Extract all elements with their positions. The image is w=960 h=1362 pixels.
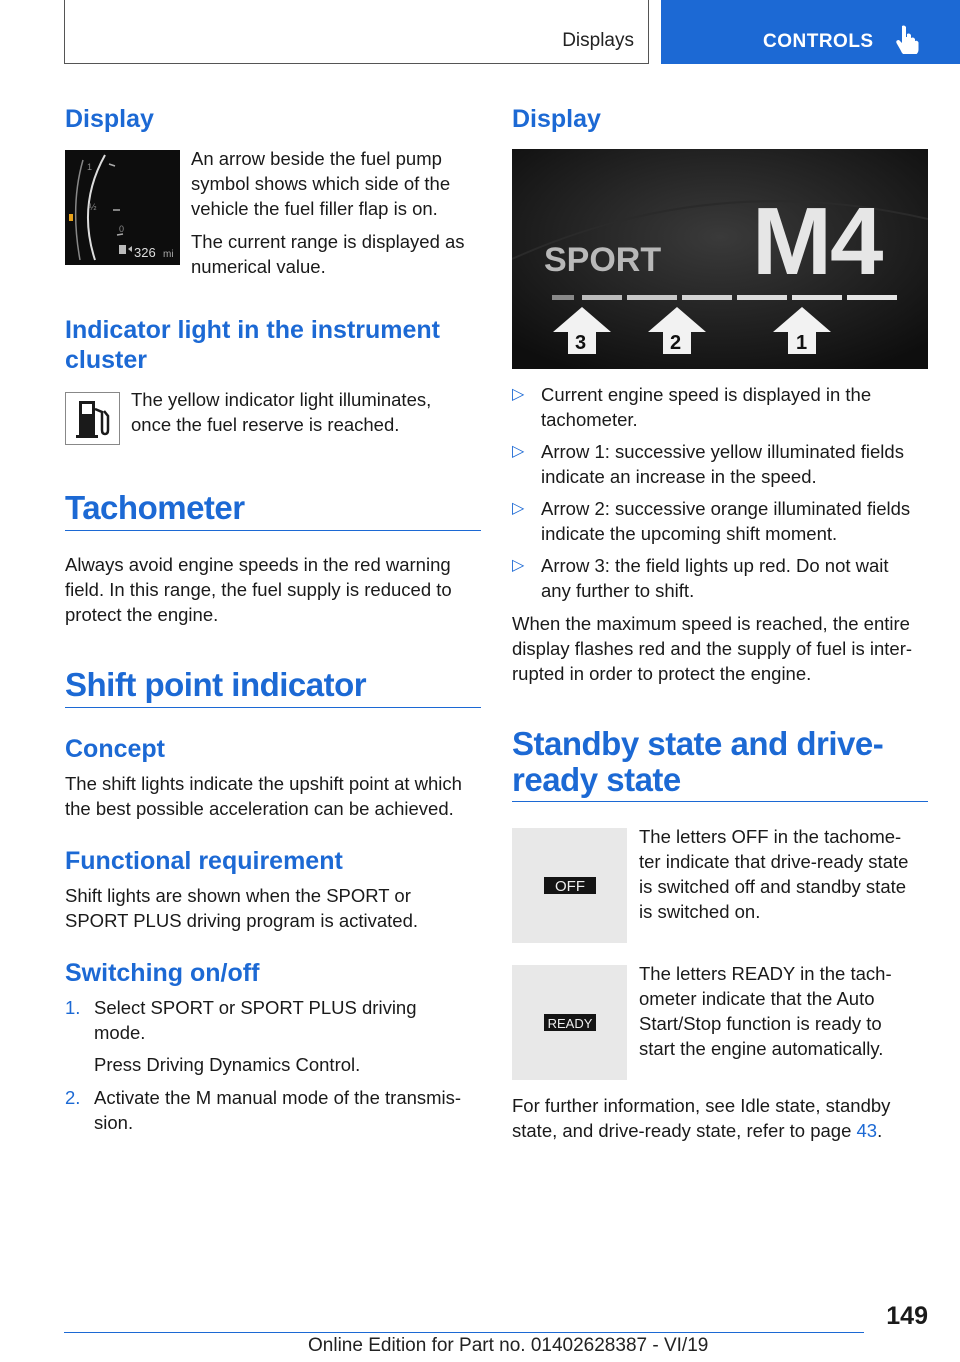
footer-rule xyxy=(64,1332,864,1333)
concept-heading: Concept xyxy=(65,735,165,763)
functional-requirement-heading: Functional requirement xyxy=(65,847,343,875)
arrow-3-label: 3 xyxy=(575,332,587,354)
ready-text: The letters READY in the tach- ometer indicate that the Auto Start/Stop function is ready to start the engine automatically. xyxy=(639,963,892,1059)
indicator-text: The yellow indicator light illuminates, once the fuel reserve is reached. xyxy=(131,389,432,435)
shift-lights-image xyxy=(512,149,928,369)
bullet-marker: ▷ xyxy=(512,500,525,517)
step-item xyxy=(65,995,481,1075)
step-text: Activate the M manual mode of the transmis- sion. xyxy=(94,1087,462,1133)
display-text-1: An arrow beside the fuel pump symbol shows which side of the vehicle the fuel filler flap is on. xyxy=(191,148,451,219)
display-text-2: The current range is displayed as numerical value. xyxy=(191,231,465,277)
switching-heading: Switching on/off xyxy=(65,959,260,987)
off-badge-text: OFF xyxy=(555,878,585,895)
hand-pointer-icon xyxy=(893,24,921,54)
further-info-text: For further information, see Idle state, standby state, and drive-ready state, refer to page 43. xyxy=(512,1095,891,1141)
fuel-gauge-scale-1: 1 xyxy=(87,162,93,172)
standby-rule xyxy=(512,801,928,802)
page-link[interactable]: 43 xyxy=(856,1120,878,1141)
list-item: ▷ Current engine speed is displayed in the tachometer. xyxy=(512,384,872,430)
max-speed-text: When the maximum speed is reached, the entire display flashes red and the supply of fuel is inter- rupted in order to protect the engine. xyxy=(512,613,913,684)
bullet-marker: ▷ xyxy=(512,557,525,574)
sport-mode-text: SPORT xyxy=(544,241,662,279)
m4-model-text: M4 xyxy=(752,188,882,295)
step-number: 2. xyxy=(65,1087,81,1108)
concept-text: The shift lights indicate the upshift point at which the best possible acceleration can be achieved. xyxy=(65,773,462,819)
header-section-box xyxy=(64,0,649,64)
standby-heading: Standby state and drive- ready state xyxy=(512,725,884,798)
fuel-gauge-scale-half: ½ xyxy=(89,202,97,212)
footer-edition: Online Edition for Part no. 01402628387 - VI/19 xyxy=(308,1335,709,1356)
header-chapter-tab[interactable] xyxy=(661,0,960,64)
step-item xyxy=(65,1085,481,1137)
tachometer-heading: Tachometer xyxy=(65,489,245,526)
bullet-marker: ▷ xyxy=(512,443,525,460)
off-text: The letters OFF in the tachome- ter indicate that drive-ready state is switched off and standby state is switched on. xyxy=(639,826,909,922)
indicator-heading: Indicator light in the instrument cluster xyxy=(65,316,440,374)
tachometer-rule xyxy=(65,530,481,531)
step-text: Select SPORT or SPORT PLUS driving mode. Press Driving Dynamics Control. xyxy=(94,997,417,1075)
fuel-pump-icon xyxy=(65,392,120,445)
ready-indicator-image xyxy=(512,965,627,1080)
step-number: 1. xyxy=(65,997,81,1018)
ready-badge-text: READY xyxy=(547,1016,593,1031)
off-indicator-image xyxy=(512,828,627,943)
fuel-gauge-scale-0: 0 xyxy=(119,224,125,234)
tachometer-text: Always avoid engine speeds in the red warning field. In this range, the fuel supply is reduced to protect the engine. xyxy=(65,554,452,625)
list-item: ▷ Arrow 1: successive yellow illuminated fields indicate an increase in the speed. xyxy=(512,441,904,487)
list-item: ▷ Arrow 2: successive orange illuminated fields indicate the upcoming shift moment. xyxy=(512,498,911,544)
arrow-2-label: 2 xyxy=(670,332,682,354)
functional-requirement-text: Shift lights are shown when the SPORT or SPORT PLUS driving program is activated. xyxy=(65,885,419,931)
shift-point-rule xyxy=(65,707,481,708)
shift-point-heading: Shift point indicator xyxy=(65,666,367,703)
page-number: 149 xyxy=(886,1302,928,1330)
arrow-1-label: 1 xyxy=(796,332,808,354)
display-heading-right: Display xyxy=(512,105,601,133)
header-section-title: Displays xyxy=(562,30,634,51)
header-chapter-title: CONTROLS xyxy=(763,31,874,52)
fuel-range-unit: mi xyxy=(163,249,174,260)
display-heading-left: Display xyxy=(65,105,154,133)
fuel-gauge-image xyxy=(65,150,180,265)
fuel-range-value: 326 xyxy=(134,245,156,260)
bullet-marker: ▷ xyxy=(512,386,525,403)
list-item: ▷ Arrow 3: the field lights up red. Do not wait any further to shift. xyxy=(512,555,889,601)
